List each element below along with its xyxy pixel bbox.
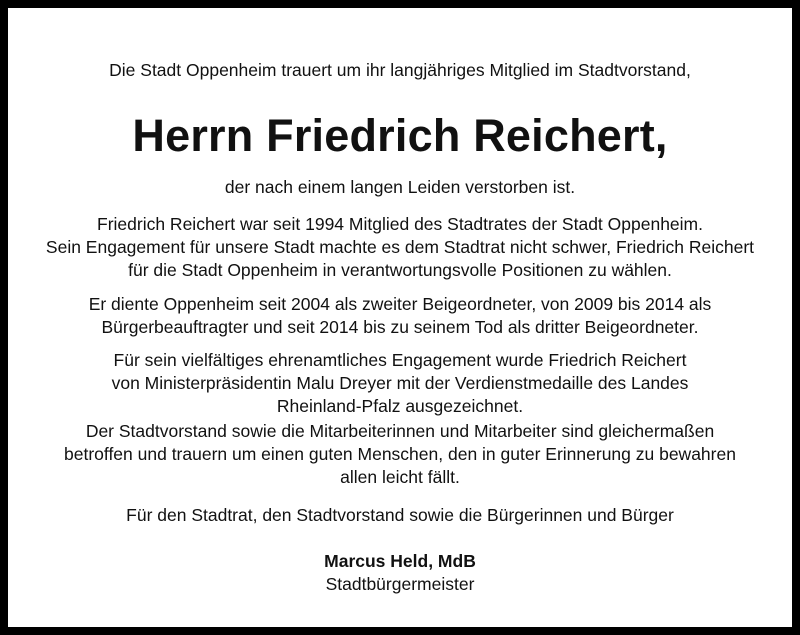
paragraph-award xyxy=(8,349,792,418)
paragraph-line: von Ministerpräsidentin Malu Dreyer mit der Verdienstmedaille des Landes xyxy=(111,373,689,393)
closing-line: Für den Stadtrat, den Stadtvorstand sowie die Bürgerinnen und Bürger xyxy=(126,505,674,525)
paragraph-line: Der Stadtvorstand sowie die Mitarbeiterinnen und Mitarbeiter sind gleichermaßen xyxy=(85,421,715,441)
paragraph-line: betroffen und trauern um einen guten Menschen, den in guter Erinnerung zu bewahren xyxy=(64,444,736,464)
signer-title: Stadtbürgermeister xyxy=(325,574,475,594)
signer-name: Marcus Held, MdB xyxy=(324,551,476,571)
paragraph-line: Rheinland-Pfalz ausgezeichnet. xyxy=(276,396,524,416)
paragraph-membership xyxy=(8,213,792,282)
subline: der nach einem langen Leiden verstorben ist. xyxy=(224,177,576,197)
intro-line: Die Stadt Oppenheim trauert um ihr langjähriges Mitglied im Stadtvorstand, xyxy=(109,60,691,80)
paragraph-service xyxy=(8,293,792,339)
deceased-name: Herrn Friedrich Reichert, xyxy=(132,110,668,161)
paragraph-mourning xyxy=(8,420,792,489)
paragraph-line: Er diente Oppenheim seit 2004 als zweiter Beigeordneter, von 2009 bis 2014 als xyxy=(88,294,712,314)
paragraph-line: allen leicht fällt. xyxy=(340,467,460,487)
paragraph-line: Für sein vielfältiges ehrenamtliches Engagement wurde Friedrich Reichert xyxy=(113,350,687,370)
paragraph-line: Sein Engagement für unsere Stadt machte es dem Stadtrat nicht schwer, Friedrich Reichert xyxy=(45,237,755,257)
paragraph-line: für die Stadt Oppenheim in verantwortungsvolle Positionen zu wählen. xyxy=(128,260,672,280)
paragraph-line: Bürgerbeauftragter und seit 2014 bis zu seinem Tod als dritter Beigeordneter. xyxy=(101,317,699,337)
paragraph-line: Friedrich Reichert war seit 1994 Mitglied des Stadtrates der Stadt Oppenheim. xyxy=(97,214,703,234)
